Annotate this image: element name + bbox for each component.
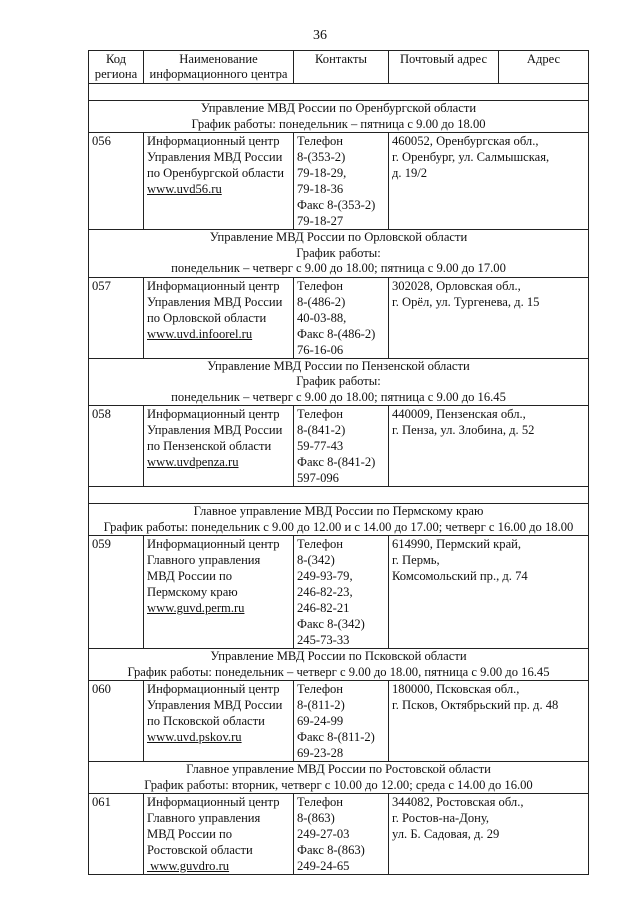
- info-center-name-line: Ростовской области: [147, 843, 253, 857]
- region-title: Управление МВД России по Оренбургской области: [200, 101, 477, 115]
- contact-line: 597-096: [297, 471, 339, 485]
- contact-line: 249-27-03: [297, 827, 350, 841]
- contact-line: 69-24-99: [297, 714, 344, 728]
- region-title: Управление МВД России по Орловской области: [209, 230, 468, 244]
- postal-address: [389, 681, 589, 762]
- column-header-line: Контакты: [315, 52, 367, 66]
- work-schedule-line: понедельник – четверг с 9.00 до 18.00; пятница с 9.00 до 17.00: [171, 261, 506, 275]
- region-code: 056: [89, 133, 144, 230]
- postal-address-line: г. Пермь,: [392, 553, 440, 567]
- info-center-name-line: Пермскому краю: [147, 585, 238, 599]
- contact-line: Факс 8-(353-2): [297, 198, 376, 212]
- contacts-cell: [294, 536, 389, 649]
- work-schedule-line: График работы: понедельник с 9.00 до 12.00 и с 14.00 до 17.00; четверг с 16.00 до 18.00: [103, 519, 574, 534]
- work-schedule-line: График работы: вторник, четверг с 10.00 до 12.00; среда с 14.00 до 16.00: [144, 777, 533, 792]
- info-center-name-line: Информационный центр: [147, 134, 280, 148]
- region-header: [89, 649, 589, 681]
- website-link[interactable]: www.uvdpenza.ru: [147, 455, 239, 469]
- region-header: [89, 230, 589, 278]
- spacer-row: [89, 84, 589, 101]
- info-center-name-line: по Орловской области: [147, 310, 267, 325]
- contact-line: 8-(841-2): [297, 423, 346, 437]
- work-schedule-line: График работы: понедельник – четверг с 9.00 до 18.00, пятница с 9.00 до 16.45: [127, 664, 550, 679]
- postal-address-line: г. Орёл, ул. Тургенева, д. 15: [392, 294, 540, 309]
- info-center-name-line: Управления МВД России: [147, 698, 283, 712]
- spacer-cell: [89, 84, 589, 101]
- postal-address: [389, 406, 589, 487]
- region-header: [89, 358, 589, 406]
- website-link[interactable]: www.uvd56.ru: [147, 182, 222, 196]
- work-schedule-line: График работы:: [296, 374, 381, 388]
- contact-line: 79-18-29,: [297, 166, 347, 180]
- postal-address-line: 460052, Оренбургская обл.,: [392, 134, 539, 148]
- region-title: Главное управление МВД России по Пермскому краю: [193, 504, 484, 518]
- info-center-name: [144, 277, 294, 358]
- info-center-name: [144, 133, 294, 230]
- info-center-name-line: Управления МВД России: [147, 150, 283, 164]
- table-row: [89, 406, 589, 487]
- work-schedule-line: График работы: понедельник – пятница с 9.00 до 18.00: [191, 116, 486, 131]
- column-header-line: Почтовый адрес: [399, 52, 488, 66]
- info-center-name: [144, 794, 294, 875]
- contact-line: 245-73-33: [297, 633, 350, 647]
- info-center-name-line: по Псковской области: [147, 714, 265, 728]
- region-header-row: [89, 358, 589, 406]
- postal-address-line: 614990, Пермский край,: [392, 537, 522, 551]
- contacts-cell: [294, 406, 389, 487]
- region-code: 059: [89, 536, 144, 649]
- contact-line: Факс 8-(863): [297, 843, 365, 857]
- postal-address-line: 180000, Псковская обл.,: [392, 682, 520, 696]
- column-header-line: Наименование: [179, 52, 258, 66]
- contacts-cell: [294, 277, 389, 358]
- postal-address-line: Комсомольский пр., д. 74: [392, 569, 528, 583]
- postal-address-line: ул. Б. Садовая, д. 29: [392, 827, 500, 841]
- postal-address-line: 344082, Ростовская обл.,: [392, 795, 524, 809]
- contact-line: 8-(353-2): [297, 150, 346, 164]
- registry-table: [88, 50, 589, 875]
- region-code: 060: [89, 681, 144, 762]
- region-title: Управление МВД России по Псковской области: [210, 649, 467, 663]
- info-center-name-line: Главного управления: [147, 553, 261, 567]
- contact-line: 69-23-28: [297, 746, 344, 760]
- contact-line: 59-77-43: [297, 439, 344, 453]
- info-center-name-line: Информационный центр: [147, 407, 280, 421]
- page-number: 36: [313, 28, 327, 43]
- contact-line: Телефон: [297, 134, 344, 148]
- column-header-code: [89, 51, 144, 84]
- contact-line: 8-(486-2): [297, 294, 346, 309]
- region-header: [89, 101, 589, 133]
- contact-line: 8-(811-2): [297, 698, 345, 712]
- table-row: [89, 794, 589, 875]
- contact-line: 8-(863): [297, 811, 335, 825]
- contacts-cell: [294, 794, 389, 875]
- contact-line: 249-24-65: [297, 859, 350, 873]
- column-header-postal: [389, 51, 499, 84]
- info-center-name-line: Главного управления: [147, 811, 261, 825]
- column-header-address: [499, 51, 589, 84]
- table-row: [89, 536, 589, 649]
- postal-address-line: д. 19/2: [392, 166, 428, 180]
- contact-line: Телефон: [297, 278, 344, 293]
- info-center-name-line: Информационный центр: [147, 278, 280, 293]
- postal-address: [389, 536, 589, 649]
- header-row: [89, 51, 589, 84]
- table-body: [89, 84, 589, 875]
- region-header-row: [89, 762, 589, 794]
- info-center-name-line: по Пензенской области: [147, 439, 272, 453]
- contact-line: Телефон: [297, 795, 344, 809]
- column-header-contacts: [294, 51, 389, 84]
- postal-address: [389, 133, 589, 230]
- website-link[interactable]: www.uvd.pskov.ru: [147, 730, 242, 744]
- table-row: [89, 133, 589, 230]
- postal-address-line: г. Оренбург, ул. Салмышская,: [392, 150, 550, 164]
- region-header-row: [89, 101, 589, 133]
- contact-line: Факс 8-(841-2): [297, 455, 376, 469]
- info-center-name-line: по Оренбургской области: [147, 166, 284, 180]
- contact-line: 246-82-21: [297, 601, 350, 615]
- info-center-name: [144, 406, 294, 487]
- contact-line: Факс 8-(486-2): [297, 326, 376, 341]
- table-row: [89, 277, 589, 358]
- postal-address-line: 302028, Орловская обл.,: [392, 278, 521, 293]
- region-title: Управление МВД России по Пензенской области: [207, 358, 470, 373]
- column-header-line: информационного центра: [149, 67, 288, 81]
- info-center-name-line: Информационный центр: [147, 795, 280, 809]
- info-center-name-line: Управления МВД России: [147, 294, 283, 309]
- column-header-line: Адрес: [526, 52, 561, 66]
- contact-line: 8-(342): [297, 553, 335, 567]
- info-center-name: [144, 681, 294, 762]
- postal-address-line: г. Псков, Октябрьский пр. д. 48: [392, 698, 559, 712]
- postal-address: [389, 277, 589, 358]
- region-code: 057: [89, 277, 144, 358]
- website-link[interactable]: www.guvdro.ru: [147, 859, 230, 873]
- contact-line: 40-03-88,: [297, 310, 347, 325]
- postal-address-line: г. Пенза, ул. Злобина, д. 52: [392, 423, 535, 437]
- info-center-name-line: Информационный центр: [147, 682, 280, 696]
- work-schedule-line: понедельник – четверг с 9.00 до 18.00; пятница с 9.00 до 16.45: [171, 389, 506, 404]
- info-center-name-line: МВД России по: [147, 827, 233, 841]
- contact-line: 79-18-36: [297, 182, 344, 196]
- column-header-name: [144, 51, 294, 84]
- info-center-name-line: Информационный центр: [147, 537, 280, 551]
- website-link[interactable]: www.uvd.infoorel.ru: [147, 326, 253, 341]
- contacts-cell: [294, 133, 389, 230]
- work-schedule-line: График работы:: [296, 245, 381, 260]
- info-center-name-line: МВД России по: [147, 569, 233, 583]
- contacts-cell: [294, 681, 389, 762]
- postal-address-line: 440009, Пензенская обл.,: [392, 407, 526, 421]
- column-header-line: региона: [94, 67, 138, 81]
- region-header-row: [89, 230, 589, 278]
- website-link[interactable]: www.guvd.perm.ru: [147, 601, 245, 615]
- contact-line: Телефон: [297, 407, 344, 421]
- info-center-name: [144, 536, 294, 649]
- region-title: Главное управление МВД России по Ростовской области: [186, 762, 491, 776]
- contact-line: Телефон: [297, 682, 344, 696]
- region-header-row: [89, 504, 589, 536]
- postal-address-line: г. Ростов-на-Дону,: [392, 811, 490, 825]
- contact-line: 246-82-23,: [297, 585, 353, 599]
- spacer-row: [89, 487, 589, 504]
- postal-address: [389, 794, 589, 875]
- region-header: [89, 504, 589, 536]
- region-code: 061: [89, 794, 144, 875]
- region-header-row: [89, 649, 589, 681]
- info-center-name-line: Управления МВД России: [147, 423, 283, 437]
- contact-line: Факс 8-(811-2): [297, 730, 375, 744]
- contact-line: Факс 8-(342): [297, 617, 365, 631]
- contact-line: Телефон: [297, 537, 344, 551]
- region-code: 058: [89, 406, 144, 487]
- spacer-cell: [89, 487, 589, 504]
- contact-line: 76-16-06: [297, 342, 344, 357]
- contact-line: 249-93-79,: [297, 569, 353, 583]
- region-header: [89, 762, 589, 794]
- contact-line: 79-18-27: [297, 214, 344, 228]
- column-header-line: Код: [105, 52, 127, 66]
- table-row: [89, 681, 589, 762]
